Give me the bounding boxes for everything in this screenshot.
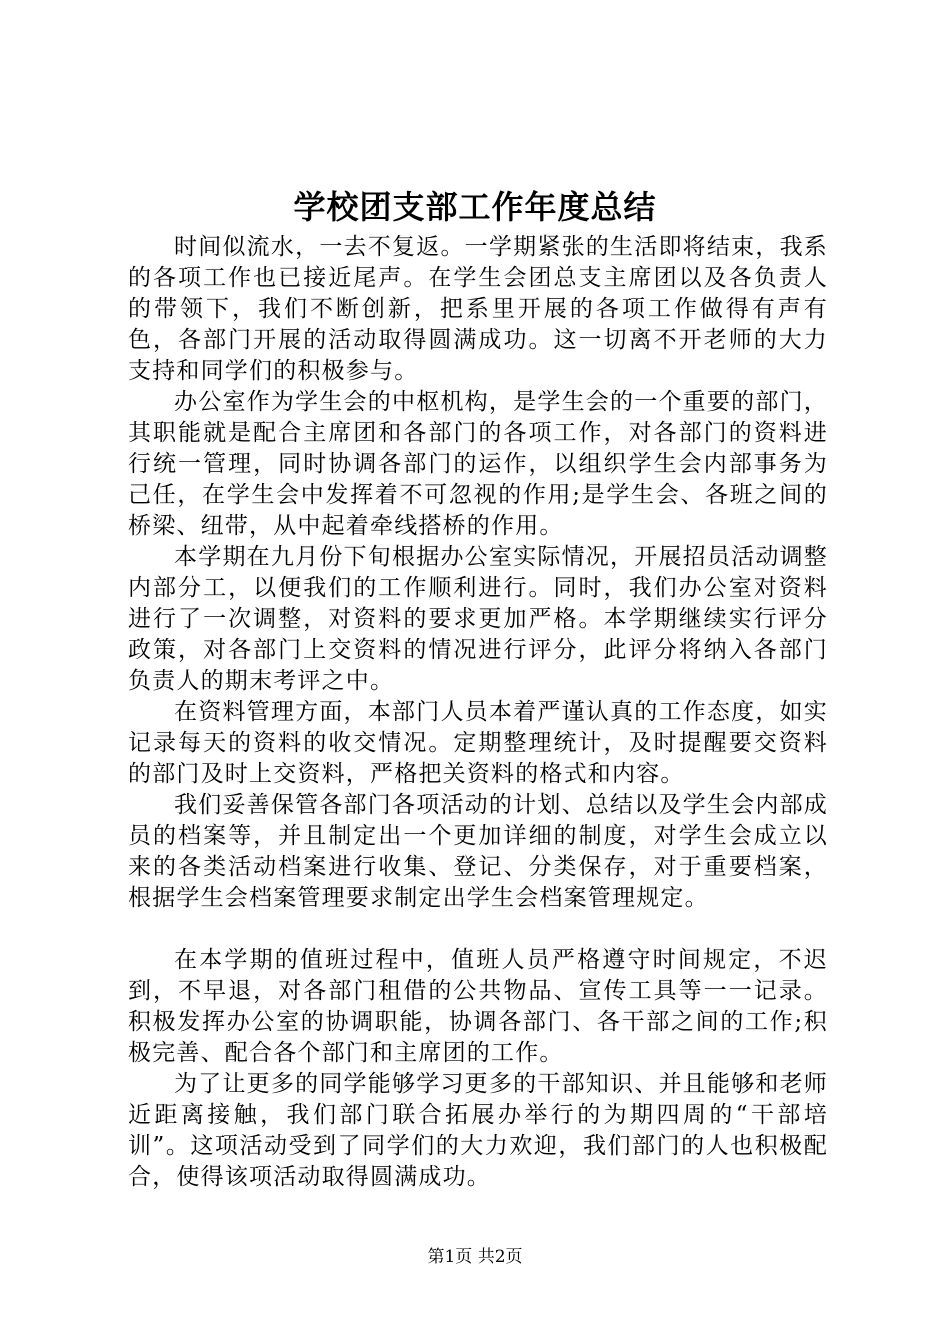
page-number-footer: 第1页 共2页 (427, 1247, 523, 1267)
paragraph-document-management: 在资料管理方面，本部门人员本着严谨认真的工作态度，如实记录每天的资料的收交情况。定期整理统计，及时提醒要交资料的部门及时上交资料，严格把关资料的格式和内容。 (128, 699, 828, 787)
paragraph-intro: 时间似流水，一去不复返。一学期紧张的生活即将结束，我系的各项工作也已接近尾声。在学生会团总支主席团以及各负责人的带领下，我们不断创新，把系里开展的各项工作做得有声有色，各部门开展的活动取得圆满成功。这一切离不开老师的大力支持和同学们的积极参与。 (128, 234, 828, 384)
document-title: 学校团支部工作年度总结 (293, 188, 657, 226)
paragraph-recruitment: 本学期在九月份下旬根据办公室实际情况，开展招员活动调整内部分工，以便我们的工作顺利进行。同时，我们办公室对资料进行了一次调整，对资料的要求更加严格。本学期继续实行评分政策，对各部门上交资料的情况进行评分，此评分将纳入各部门负责人的期末考评之中。 (128, 544, 828, 694)
paragraph-archives: 我们妥善保管各部门各项活动的计划、总结以及学生会内部成员的档案等，并且制定出一个更加详细的制度，对学生会成立以来的各类活动档案进行收集、登记、分类保存，对于重要档案，根据学生会档案管理要求制定出学生会档案管理规定。 (128, 792, 828, 911)
paragraph-office-role: 办公室作为学生会的中枢机构，是学生会的一个重要的部门，其职能就是配合主席团和各部门的各项工作，对各部门的资料进行统一管理，同时协调各部门的运作，以组织学生会内部事务为己任，在学生会中发挥着不可忽视的作用;是学生会、各班之间的桥梁、纽带，从中起着牵线搭桥的作用。 (128, 389, 828, 539)
paragraph-training: 为了让更多的同学能够学习更多的干部知识、并且能够和老师近距离接触，我们部门联合拓展办举行的为期四周的“干部培训”。这项活动受到了同学们的大力欢迎，我们部门的人也积极配合，使得该项活动取得圆满成功。 (128, 1071, 828, 1190)
document-body (128, 232, 828, 1193)
paragraph-duty: 在本学期的值班过程中，值班人员严格遵守时间规定，不迟到，不早退，对各部门租借的公共物品、宣传工具等一一记录。积极发挥办公室的协调职能，协调各部门、各干部之间的工作;积极完善、配合各个部门和主席团的工作。 (128, 947, 828, 1066)
